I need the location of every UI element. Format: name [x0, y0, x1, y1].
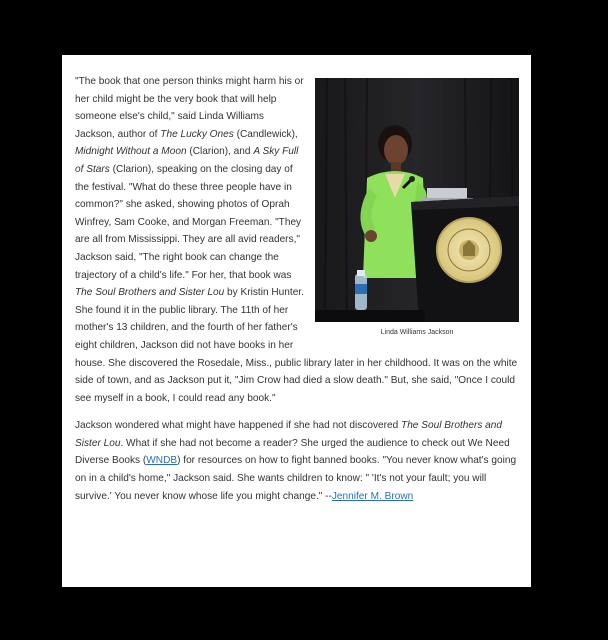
p2-text-d: ) for resources on how to fight banned books. "You never know what's going on in a child's home," Jackson said. She wants children to know: " 'It's not your fault; you will survive.' You never know whose life you might change." --: [75, 455, 517, 502]
article-card: [62, 55, 531, 587]
p1-text-i: by Kristin Hunter. She found it in the public library. The 11th of her mother's 13 children, and the fourth of her father's eight children, Jackson did not have books in her house. She discovered the Rosedale, Miss., public library later in her childhood. It was on the white side of town, and as Jackson put it, "Jim Crow had died a slow death." But, she said, "Once I could see myself in a book, I could read any book.": [75, 287, 518, 404]
author-link[interactable]: Jennifer M. Brown: [331, 490, 414, 502]
p1-text-c: (Candlewick),: [233, 128, 298, 140]
p1-text-e: (Clarion), and: [186, 146, 254, 158]
p2-text-a: Jackson wondered what might have happened if she had not discovered: [75, 420, 402, 432]
article-figure: [315, 78, 519, 337]
book-title-soul-brothers: The Soul Brothers and Sister Lou: [75, 287, 225, 299]
book-title-soul-brothers-2: The Soul Brothers and Sister Lou: [75, 420, 503, 449]
article-paragraph-2: [75, 417, 519, 505]
p1-text-a: "The book that one person thinks might harm his or her child might be the very book that will help someone else's child," said Linda Williams Jackson, author of: [75, 76, 304, 140]
book-title-midnight: Midnight Without a Moon: [75, 146, 187, 158]
speaker-photo: [315, 78, 519, 322]
book-title-sky-full-of-stars: A Sky Full of Stars: [75, 146, 299, 175]
wndb-link[interactable]: WNDB: [146, 455, 178, 467]
speaker-photo-illustration: [315, 78, 519, 322]
p2-text-c: . What if she had not become a reader? She urged the audience to check out We Need Diverse Books (: [75, 437, 510, 467]
p1-text-g: (Clarion), speaking on the closing day of the festival. "What do these three people have in common?" she asked, showing photos of Oprah Winfrey, Sam Cooke, and Morgan Freeman. "They are all from Mississippi. They are all avid readers," Jackson said, "The right book can change the trajectory of a child's life." For her, that book was: [75, 163, 302, 281]
book-title-lucky-ones: The Lucky Ones: [160, 128, 234, 140]
photo-caption: Linda Williams Jackson: [380, 329, 454, 336]
